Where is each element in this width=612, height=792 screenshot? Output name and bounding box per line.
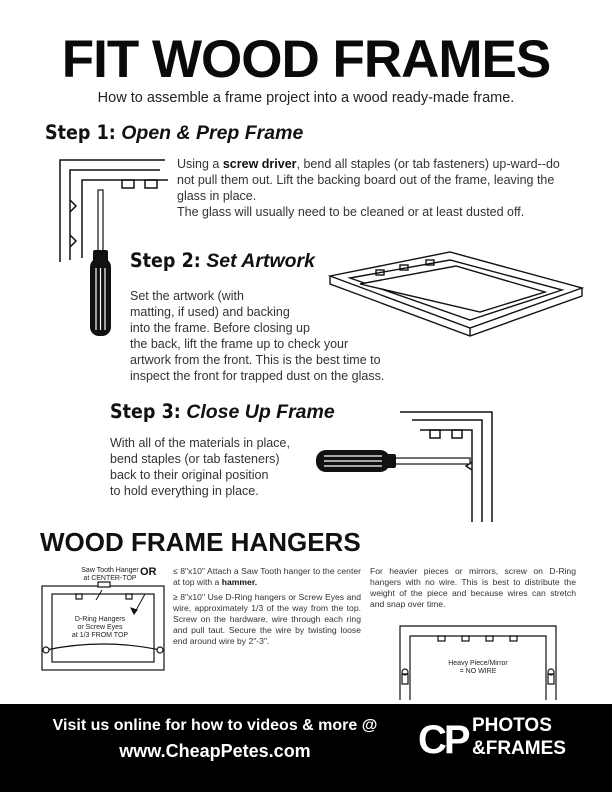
diagram1-inner-label-3: at 1/3 FROM TOP <box>71 632 129 639</box>
hangers-col1-p1-size: ≤ 8"x10" <box>173 566 205 576</box>
logo-word-frames: &FRAMES <box>472 738 566 759</box>
step2-text <box>130 288 510 384</box>
step3-number: Step 3: <box>110 400 181 423</box>
step3-line: bend staples (or tab fasteners) <box>110 452 280 466</box>
step3-text <box>110 435 330 499</box>
step2-line: into the frame. Before closing up <box>130 321 310 335</box>
step2-heading <box>130 249 315 273</box>
diagram2-label-2: = NO WIRE <box>459 668 497 675</box>
step1-number: Step 1: <box>45 121 116 144</box>
step2-line: matting, if used) and backing <box>130 305 290 319</box>
step2-line: the back, lift the frame up to check your <box>130 337 349 351</box>
diagram2-label <box>428 660 528 676</box>
step3-line: With all of the materials in place, <box>110 436 290 450</box>
hangers-col1-p1-text: Attach a Saw Tooth hanger to the center at top with a <box>173 566 361 587</box>
logo-cp-letters: CP <box>418 718 468 762</box>
diagram1-inner-label-1: D-Ring Hangers <box>74 616 126 623</box>
hangers-col1-text <box>173 566 361 647</box>
diagram1-inner-label-2: or Screw Eyes <box>77 624 123 631</box>
hangers-col1-p2-text: Use D-Ring hangers or Screw Eyes and wire, approximately 1/3 of the way from the top. Screw on the hardware, wire through each ring and pull taut. Secure the wire by twisting loose end around wire by 2"-3". <box>173 592 361 646</box>
footer-line-1: Visit us online for how to videos & more @ <box>52 717 378 734</box>
hangers-col1-p1-bold: hammer. <box>221 577 258 587</box>
step1-text-b: , bend all staples (or tab fasteners) up-ward--do not pull them out. Lift the backing board out of the frame, leaving the glass in place. <box>177 157 560 203</box>
step3-heading <box>110 400 335 424</box>
step1-text-bold: screw driver <box>222 157 297 171</box>
diagram1-top-label-1: Saw Tooth Hanger <box>81 567 139 574</box>
step1-heading <box>45 121 303 145</box>
step3-name: Close Up Frame <box>186 401 335 423</box>
screwdriver-icon <box>90 190 111 336</box>
step1-text-a: Using a <box>177 157 223 171</box>
hangers-heading: WOOD FRAME HANGERS <box>40 527 361 557</box>
step1-text-c: The glass will usually need to be cleaned or at least dusted off. <box>177 205 525 219</box>
logo-word-photos: PHOTOS <box>472 715 552 736</box>
step1-name: Open & Prep Frame <box>121 122 304 144</box>
diagram1-top-label-2: at CENTER-TOP <box>83 575 137 582</box>
hangers-col2-text: For heavier pieces or mirrors, screw on D-Ring hangers with no wire. This is best to distribute the weight of the piece and because wires can stretch and snap over time. <box>370 566 576 609</box>
step2-line: inspect the front for trapped dust on the glass. <box>130 369 385 383</box>
step3-line: back to their original position <box>110 468 269 482</box>
hangers-col1-p2 <box>173 592 361 647</box>
step2-line: Set the artwork (with <box>130 289 244 303</box>
page-subtitle: How to assemble a frame project into a wood ready-made frame. <box>97 90 515 106</box>
footer-website-link[interactable]: www.CheapPetes.com <box>119 741 311 761</box>
screwdriver-icon <box>316 450 470 472</box>
step2-number: Step 2: <box>130 249 201 272</box>
step2-name: Set Artwork <box>206 250 315 272</box>
diagram1-or-label: OR <box>140 566 157 578</box>
hangers-col1-p2-size: ≥ 8"x10" <box>173 592 206 602</box>
diagram1-inner-label <box>60 616 140 640</box>
page-title: FIT WOOD FRAMES <box>61 30 551 89</box>
step2-line: artwork from the front. This is the best time to <box>130 353 381 367</box>
footer-text <box>40 714 390 764</box>
step3-line: to hold everything in place. <box>110 484 259 498</box>
step1-text <box>177 156 567 220</box>
step3-frame-corner-illustration <box>312 412 592 522</box>
diagram2-label-1: Heavy Piece/Mirror <box>448 660 508 667</box>
hangers-col1-p1 <box>173 566 361 588</box>
